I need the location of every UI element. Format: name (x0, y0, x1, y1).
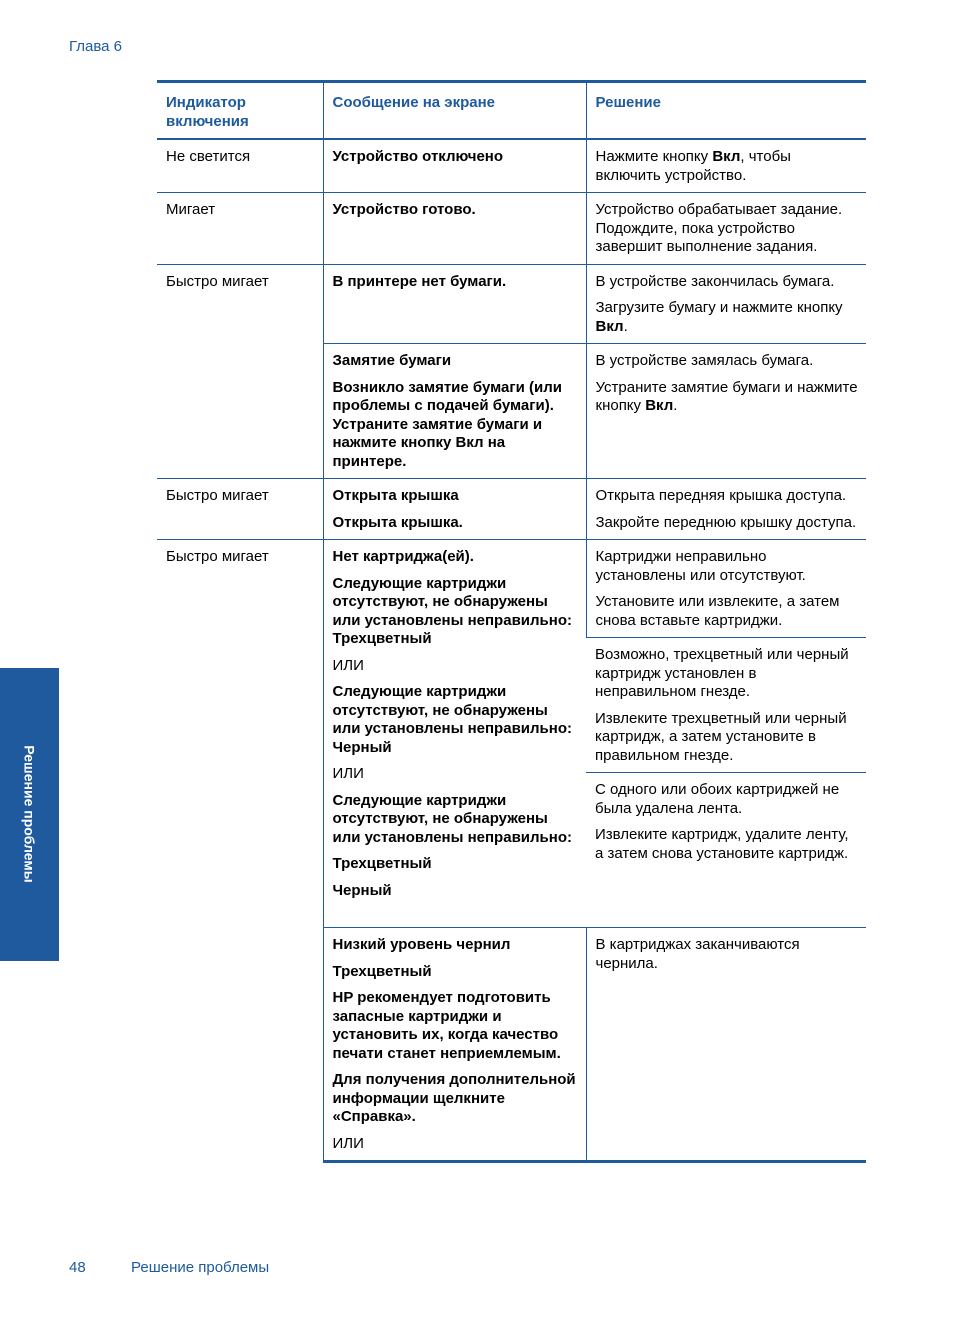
side-tab (0, 668, 59, 961)
message-cell: Открыта крышка Открыта крышка. (323, 479, 586, 540)
solution-cell: В устройстве закончилась бумага. Загрузите бумагу и нажмите кнопку Вкл. (586, 264, 866, 344)
message-cell: Устройство готово. (323, 193, 586, 265)
solution-cell: В устройстве замялась бумага. Устраните замятие бумаги и нажмите кнопку Вкл. (586, 344, 866, 479)
message-cell: Нет картриджа(ей). Следующие картриджи отсутствуют, не обнаружены или установлены неправильно: Трехцветный ИЛИ Следующие картриджи отсутствуют, не обнаружены или установлены неправильно: Черный ИЛИ Следующие картриджи отсутствуют, не обнаружены или установлены неправильно: Трехцветный Черный (323, 540, 586, 928)
table-header-row (157, 82, 866, 140)
message-cell: В принтере нет бумаги. (323, 264, 586, 344)
indicator-cell: Мигает (157, 193, 323, 265)
message-cell: Устройство отключено (323, 139, 586, 193)
table-row (157, 540, 866, 638)
solution-cell: Картриджи неправильно установлены или отсутствуют. Установите или извлеките, а затем снова вставьте картриджи. (586, 540, 866, 638)
footer-section-title: Решение проблемы (131, 1259, 270, 1276)
header-solution: Решение (586, 82, 866, 140)
solution-cell: Устройство обрабатывает задание. Подождите, пока устройство завершит выполнение задания. (586, 193, 866, 265)
solution-cell: С одного или обоих картриджей не была удалена лента. Извлеките картридж, удалите ленту, а затем снова установите картридж. (586, 773, 866, 928)
chapter-label: Глава 6 (69, 38, 123, 55)
indicator-cell: Не светится (157, 139, 323, 193)
solution-cell: В картриджах заканчиваются чернила. (586, 928, 866, 1162)
message-cell: Замятие бумаги Возникло замятие бумаги (или проблемы с подачей бумаги). Устраните замятие бумаги и нажмите кнопку Вкл на принтере. (323, 344, 586, 479)
header-message: Сообщение на экране (323, 82, 586, 140)
table-row (157, 193, 866, 265)
indicator-cell: Быстро мигает (157, 540, 323, 1162)
table-row (157, 264, 866, 344)
indicator-cell: Быстро мигает (157, 479, 323, 540)
troubleshooting-table (157, 80, 866, 1163)
message-cell: Низкий уровень чернил Трехцветный HP рекомендует подготовить запасные картриджи и установить их, когда качество печати станет неприемлемым. Для получения дополнительной информации щелкните «Справка». ИЛИ (323, 928, 586, 1162)
solution-cell: Нажмите кнопку Вкл, чтобы включить устройство. (586, 139, 866, 193)
side-tab-label: Решение проблемы (21, 745, 38, 883)
solution-cell: Возможно, трехцветный или черный картридж установлен в неправильном гнезде. Извлеките трехцветный или черный картридж, а затем установите в правильном гнезде. (586, 638, 866, 773)
table-row (157, 479, 866, 540)
solution-cell: Открыта передняя крышка доступа. Закройте переднюю крышку доступа. (586, 479, 866, 540)
indicator-cell: Быстро мигает (157, 264, 323, 479)
table-row (157, 139, 866, 193)
page-number: 48 (69, 1259, 86, 1276)
header-indicator: Индикатор включения (157, 82, 323, 140)
